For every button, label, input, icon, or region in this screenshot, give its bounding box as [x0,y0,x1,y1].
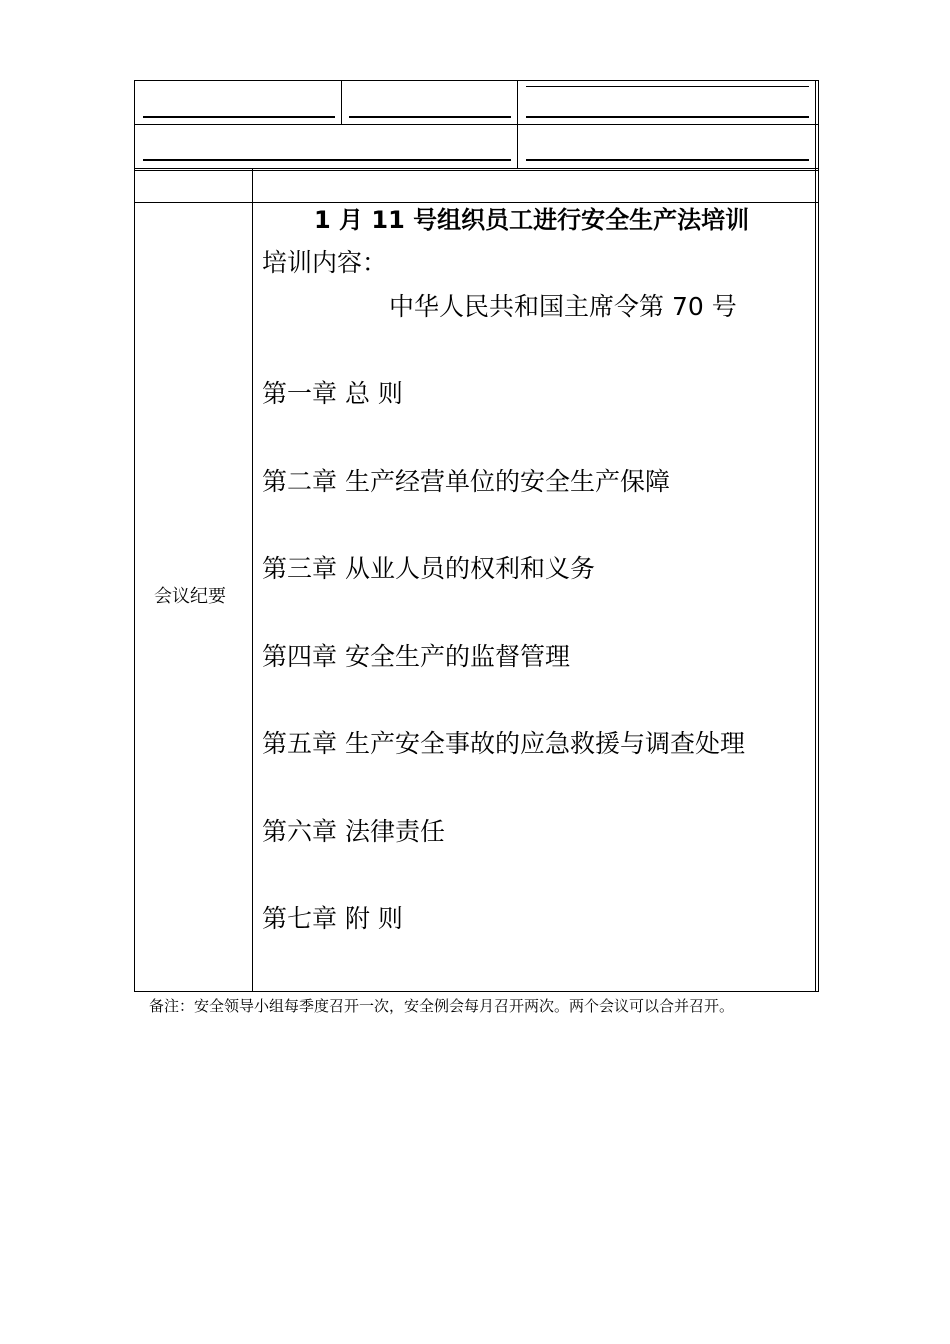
row1-field-1-underline [143,116,335,118]
footer-note: 备注：安全领导小组每季度召开一次，安全例会每月召开两次。两个会议可以合并召开。 [149,999,735,1015]
row1-field-2-underline [349,116,511,118]
row-divider-2b [134,170,819,171]
chapter-item: 第四章 安全生产的监督管理 [262,642,570,671]
row1-field-3-underline [526,116,809,118]
table-border-right [815,80,816,992]
minutes-title: 1 月 11 号组织员工进行安全生产法培训 [314,206,750,234]
table-border-bottom [134,991,819,992]
chapter-item: 第三章 从业人员的权利和义务 [262,554,595,583]
table-border-left [134,80,135,992]
chapter-item: 第七章 附 则 [262,904,403,933]
label-column-divider [252,168,253,992]
row1-cell3-topline [526,86,809,87]
row2-col-divider [517,124,518,168]
row2-field-1-underline [143,159,511,161]
chapter-item: 第五章 生产安全事故的应急救援与调查处理 [262,729,745,758]
minutes-side-label: 会议纪要 [154,586,226,607]
law-reference: 中华人民共和国主席令第 70 号 [389,292,737,321]
row-divider-2 [134,168,819,169]
row1-col-divider-1 [341,80,342,124]
row2-field-2-underline [526,159,809,161]
row1-col-divider-2 [517,80,518,124]
row-divider-1 [134,124,819,125]
chapter-item: 第一章 总 则 [262,379,403,408]
table-border-top [134,80,819,81]
chapter-item: 第二章 生产经营单位的安全生产保障 [262,467,670,496]
chapter-item: 第六章 法律责任 [262,817,445,846]
training-content-label: 培训内容： [262,248,388,277]
table-border-right-outer [818,80,819,992]
